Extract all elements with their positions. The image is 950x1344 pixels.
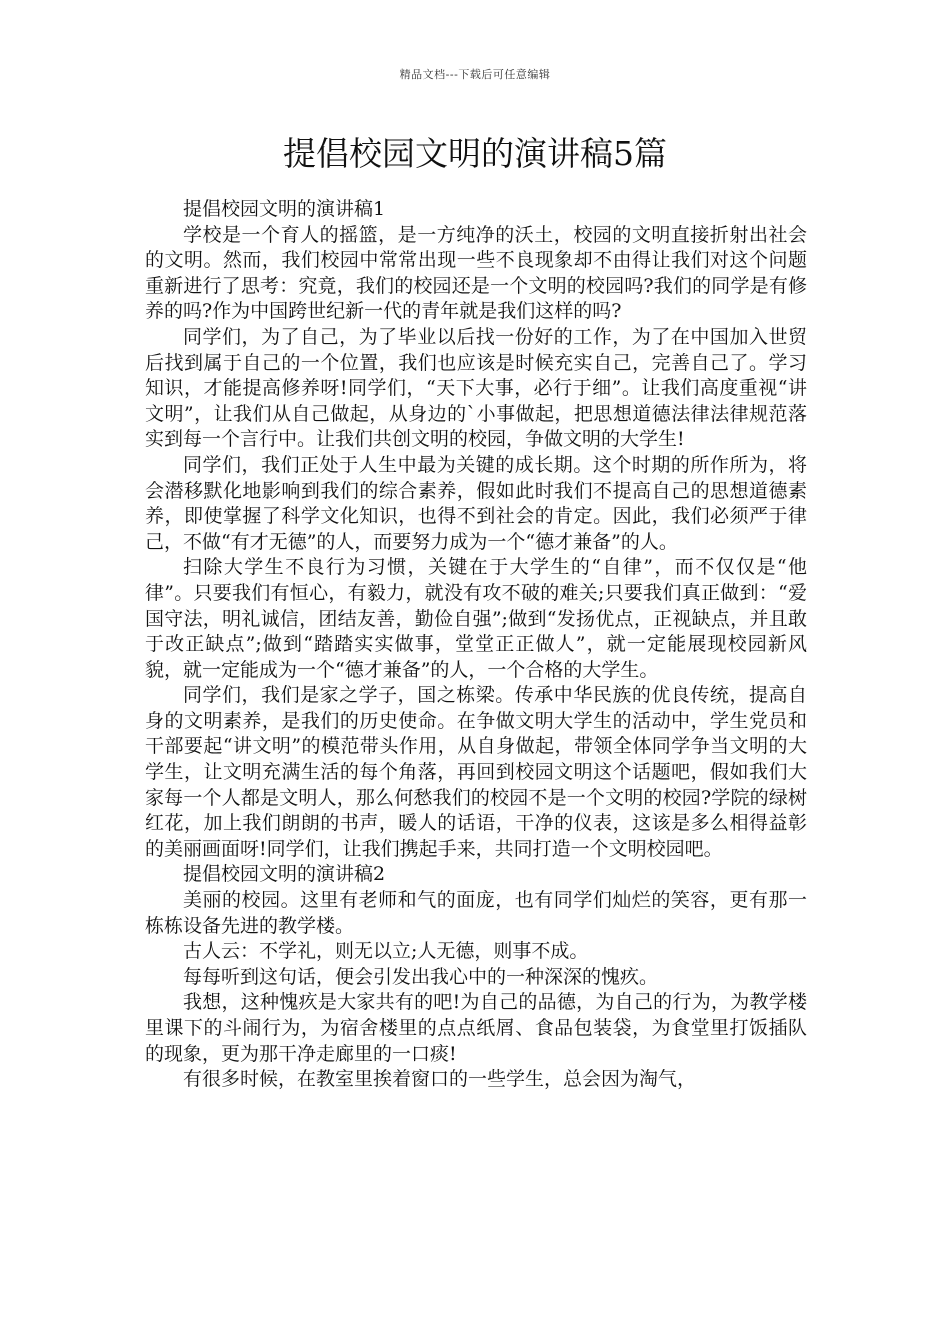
paragraph: 每每听到这句话，便会引发出我心中的一种深深的愧疚。 [183, 965, 659, 988]
paragraph: 学校是一个育人的摇篮，是一方纯净的沃土，校园的文明直接折射出社会的文明。然而，我们校园中常常出现一些不良现象却不由得让我们对这个问题重新进行了思考：究竟，我们的校园还是一个文明的校园吗?我们的同学是有修养的吗?作为中国跨世纪新一代的青年就是我们这样的吗? [145, 223, 807, 323]
paragraph: 有很多时候，在教室里挨着窗口的一些学生，总会因为淘气， [183, 1068, 697, 1091]
paragraph: 同学们，为了自己，为了毕业以后找一份好的工作，为了在中国加入世贸后找到属于自己的一个位置，我们也应该是时候充实自己，完善自己了。学习知识，才能提高修养呀!同学们，“天下大事，必行于细”。让我们高度重视“讲文明”，让我们从自己做起，从身边的`小事做起，把思想道德法律法律规范落实到每一个言行中。让我们共创文明的校园，争做文明的大学生! [145, 325, 807, 451]
section-heading: 提倡校园文明的演讲稿1 [183, 198, 386, 220]
document-body [145, 197, 807, 1093]
paragraph: 同学们，我们是家之学子，国之栋梁。传承中华民族的优良传统，提高自身的文明素养，是我们的历史使命。在争做文明大学生的活动中，学生党员和干部要起“讲文明”的模范带头作用，从自身做起，带领全体同学争当文明的大学生，让文明充满生活的每个角落，再回到校园文明这个话题吧，假如我们大家每一个人都是文明人，那么何愁我们的校园不是一个文明的校园?学院的绿树红花，加上我们朗朗的书声，暖人的话语，干净的仪表，这该是多么相得益彰的美丽画面呀!同学们，让我们携起手来，共同打造一个文明校园吧。 [145, 684, 807, 860]
section-heading: 提倡校园文明的演讲稿2 [183, 863, 386, 886]
document-title: 提倡校园文明的演讲稿5篇 [283, 134, 667, 173]
paragraph: 扫除大学生不良行为习惯，关键在于大学生的“自律”，而不仅仅是“他律”。只要我们有恒心，有毅力，就没有攻不破的难关;只要我们真正做到：“爱国守法，明礼诚信，团结友善，勤俭自强”;做到“发扬优点，正视缺点，并且敢于改正缺点”;做到“踏踏实实做事，堂堂正正做人”，就一定能展现校园新风貌，就一定能成为一个“德才兼备”的人，一个合格的大学生。 [145, 556, 807, 681]
paragraph: 美丽的校园。这里有老师和气的面庞，也有同学们灿烂的笑容，更有那一栋栋设备先进的教学楼。 [145, 889, 807, 937]
paragraph: 古人云：不学礼，则无以立;人无德，则事不成。 [183, 940, 589, 963]
paragraph: 同学们，我们正处于人生中最为关键的成长期。这个时期的所作所为，将会潜移默化地影响到我们的综合素养，假如此时我们不提高自己的思想道德素养，即使掌握了科学文化知识，也得不到社会的肯定。因此，我们必须严于律己，不做“有才无德”的人，而要努力成为一个“德才兼备”的人。 [145, 453, 807, 553]
header-note: 精品文档---下载后可任意编辑 [399, 68, 551, 81]
paragraph: 我想，这种愧疚是大家共有的吧!为自己的品德，为自己的行为，为教学楼里课下的斗闹行为，为宿舍楼里的点点纸屑、食品包装袋，为食堂里打饭插队的现象，更为那干净走廊里的一口痰! [145, 991, 807, 1065]
